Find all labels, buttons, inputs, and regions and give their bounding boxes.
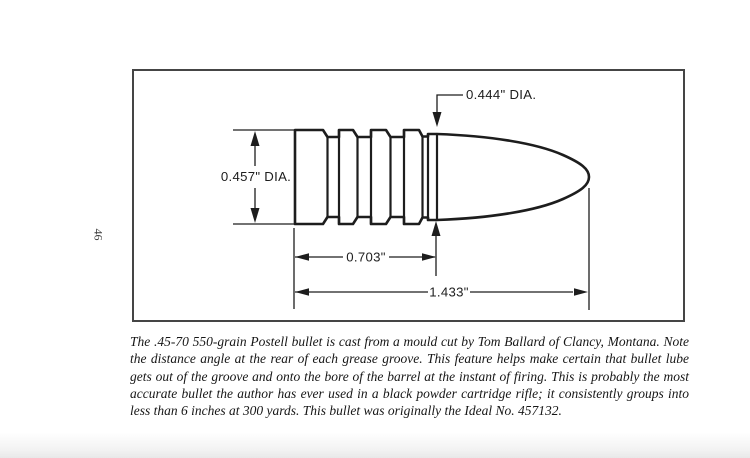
arrow-down-icon [251,208,260,223]
body-diameter-label: 0.457" DIA. [220,169,292,184]
bullet-diagram [134,71,683,320]
arrow-right-icon [574,288,588,296]
arrow-up-icon [251,131,260,146]
nose-diameter-leader-line [437,95,463,112]
arrow-down-icon [433,112,442,127]
nose-diameter-label: 0.444" DIA. [466,87,537,102]
arrow-left-icon [295,253,309,261]
arrow-left-icon [295,288,309,296]
arrow-up-icon [432,221,441,236]
page-bottom-shadow [0,432,750,458]
page-number: 46 [91,228,106,241]
overall-length-label: 1.433" [429,284,469,300]
figure-caption: The .45-70 550-grain Postell bullet is cast from a mould cut by Tom Ballard of Clancy, Montana. Note the distance angle at the rear of each grease groove. This feature helps make certain that bullet lube gets out of the groove and onto the bore of the barrel at the instant of firing. This is probably the most accurate bullet the author has ever used in a black powder cartridge rifle; it consistently groups into less than 6 inches at 300 yards. This bullet was originally the Ideal No. 457132. [130,334,689,419]
arrow-right-icon [422,253,436,261]
shank-length-label: 0.703" [346,249,386,265]
figure-frame [132,69,685,322]
